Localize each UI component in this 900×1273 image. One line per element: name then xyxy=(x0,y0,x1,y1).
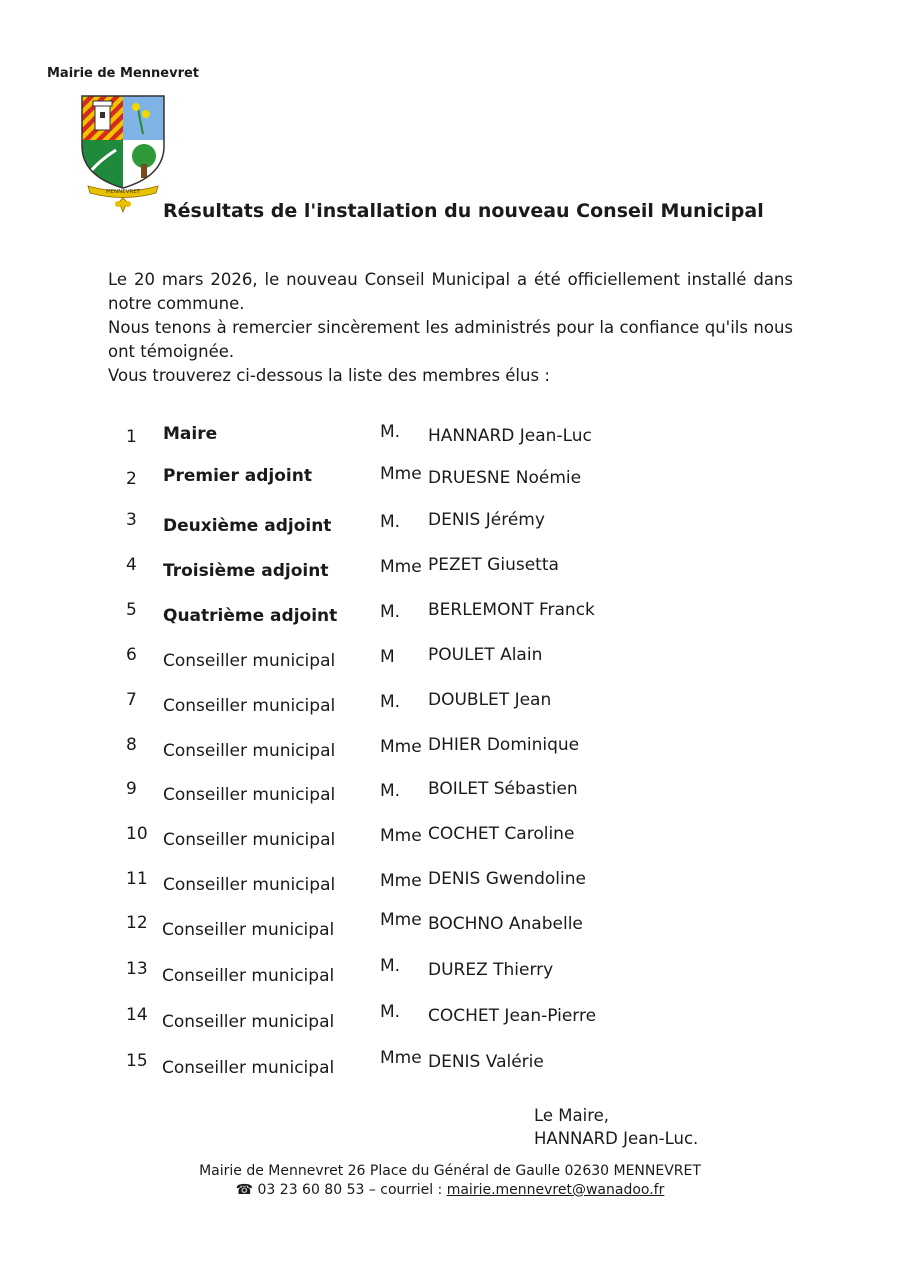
member-row xyxy=(0,869,900,909)
member-name: HANNARD Jean-Luc xyxy=(428,426,592,446)
member-number: 14 xyxy=(126,1005,148,1025)
intro-line: ont témoignée. xyxy=(108,342,235,361)
member-civility: Mme xyxy=(380,737,422,757)
member-name: PEZET Giusetta xyxy=(428,555,559,575)
member-name: DRUESNE Noémie xyxy=(428,468,582,488)
member-row xyxy=(0,690,900,730)
intro-line: notre commune. xyxy=(108,294,245,313)
intro-line: Le 20 mars 2026, le nouveau Conseil Municipal a été officiellement installé dans xyxy=(108,270,793,289)
footer-address: Mairie de Mennevret 26 Place du Général de Gaulle 02630 MENNEVRET xyxy=(199,1163,701,1179)
signature-name: HANNARD Jean-Luc. xyxy=(534,1129,699,1148)
member-row xyxy=(0,735,900,775)
member-name: DOUBLET Jean xyxy=(428,690,552,710)
member-role: Conseiller municipal xyxy=(163,830,336,850)
member-number: 4 xyxy=(126,555,137,575)
member-row xyxy=(0,510,900,550)
member-civility: Mme xyxy=(380,871,422,891)
member-civility: Mme xyxy=(380,464,422,484)
member-name: DUREZ Thierry xyxy=(428,960,554,980)
member-role: Conseiller municipal xyxy=(163,696,336,716)
member-row xyxy=(0,779,900,819)
member-row xyxy=(0,600,900,640)
member-number: 15 xyxy=(126,1051,148,1071)
member-row xyxy=(0,424,900,464)
member-role: Conseiller municipal xyxy=(163,741,336,761)
member-name: DENIS Gwendoline xyxy=(428,869,586,889)
member-row xyxy=(0,956,900,999)
member-name: COCHET Jean-Pierre xyxy=(428,1006,597,1026)
footer-courriel-label: courriel : xyxy=(380,1182,443,1198)
member-role: Premier adjoint xyxy=(163,466,312,486)
member-name: DENIS Valérie xyxy=(428,1052,544,1072)
member-civility: Mme xyxy=(380,826,422,846)
member-name: BOCHNO Anabelle xyxy=(428,914,583,934)
member-number: 3 xyxy=(126,510,137,530)
member-role: Conseiller municipal xyxy=(162,966,335,986)
member-number: 7 xyxy=(126,690,137,710)
member-role: Conseiller municipal xyxy=(162,1058,335,1078)
member-role: Conseiller municipal xyxy=(163,651,336,671)
signature-title: Le Maire, xyxy=(534,1106,610,1125)
member-name: COCHET Caroline xyxy=(428,824,575,844)
member-civility: M. xyxy=(380,422,401,442)
member-civility: M. xyxy=(380,692,401,712)
mairie-label: Mairie de Mennevret xyxy=(47,66,200,81)
member-civility: Mme xyxy=(380,557,422,577)
member-row xyxy=(0,1048,900,1091)
footer-contact: ☎ 03 23 60 80 53 – courriel : mairie.mennevret@wanadoo.fr xyxy=(235,1182,665,1198)
signature-block xyxy=(534,1104,698,1150)
member-row xyxy=(0,645,900,685)
member-role: Maire xyxy=(163,424,218,444)
intro-text xyxy=(108,268,793,388)
intro-line: Nous tenons à remercier sincèrement les administrés pour la confiance qu'ils nous xyxy=(108,318,793,337)
member-role: Troisième adjoint xyxy=(163,561,329,581)
coat-of-arms-logo xyxy=(78,94,168,216)
member-name: DHIER Dominique xyxy=(428,735,580,755)
member-role: Conseiller municipal xyxy=(163,785,336,805)
member-number: 5 xyxy=(126,600,137,620)
footer-email-link[interactable]: mairie.mennevret@wanadoo.fr xyxy=(446,1182,665,1198)
member-row xyxy=(0,910,900,953)
member-row xyxy=(0,1002,900,1045)
member-civility: M. xyxy=(380,781,401,801)
member-role: Conseiller municipal xyxy=(162,1012,335,1032)
phone-icon: ☎ xyxy=(235,1182,254,1198)
member-name: BERLEMONT Franck xyxy=(428,600,595,620)
member-role: Conseiller municipal xyxy=(163,875,336,895)
member-number: 8 xyxy=(126,735,137,755)
member-number: 12 xyxy=(126,913,148,933)
member-civility: M xyxy=(380,647,395,667)
member-number: 9 xyxy=(126,779,137,799)
member-civility: Mme xyxy=(380,1048,422,1068)
member-row xyxy=(0,555,900,595)
member-row xyxy=(0,466,900,506)
footer-phone: 03 23 60 80 53 xyxy=(257,1182,365,1198)
member-name: POULET Alain xyxy=(428,645,543,665)
member-civility: M. xyxy=(380,1002,401,1022)
page-title: Résultats de l'installation du nouveau Conseil Municipal xyxy=(163,200,764,222)
member-number: 1 xyxy=(126,427,137,447)
member-role: Quatrième adjoint xyxy=(163,606,338,626)
crest-ribbon-text: MENNEVRET xyxy=(105,189,141,195)
member-civility: Mme xyxy=(380,910,422,930)
member-role: Deuxième adjoint xyxy=(163,516,332,536)
member-number: 6 xyxy=(126,645,137,665)
member-civility: M. xyxy=(380,602,401,622)
member-civility: M. xyxy=(380,956,401,976)
intro-line: Vous trouverez ci-dessous la liste des membres élus : xyxy=(108,366,550,385)
member-number: 10 xyxy=(126,824,148,844)
member-row xyxy=(0,824,900,864)
member-role: Conseiller municipal xyxy=(162,920,335,940)
member-name: DENIS Jérémy xyxy=(428,510,545,530)
member-civility: M. xyxy=(380,512,401,532)
member-name: BOILET Sébastien xyxy=(428,779,578,799)
member-number: 13 xyxy=(126,959,148,979)
member-number: 11 xyxy=(126,869,148,889)
member-number: 2 xyxy=(126,469,137,489)
